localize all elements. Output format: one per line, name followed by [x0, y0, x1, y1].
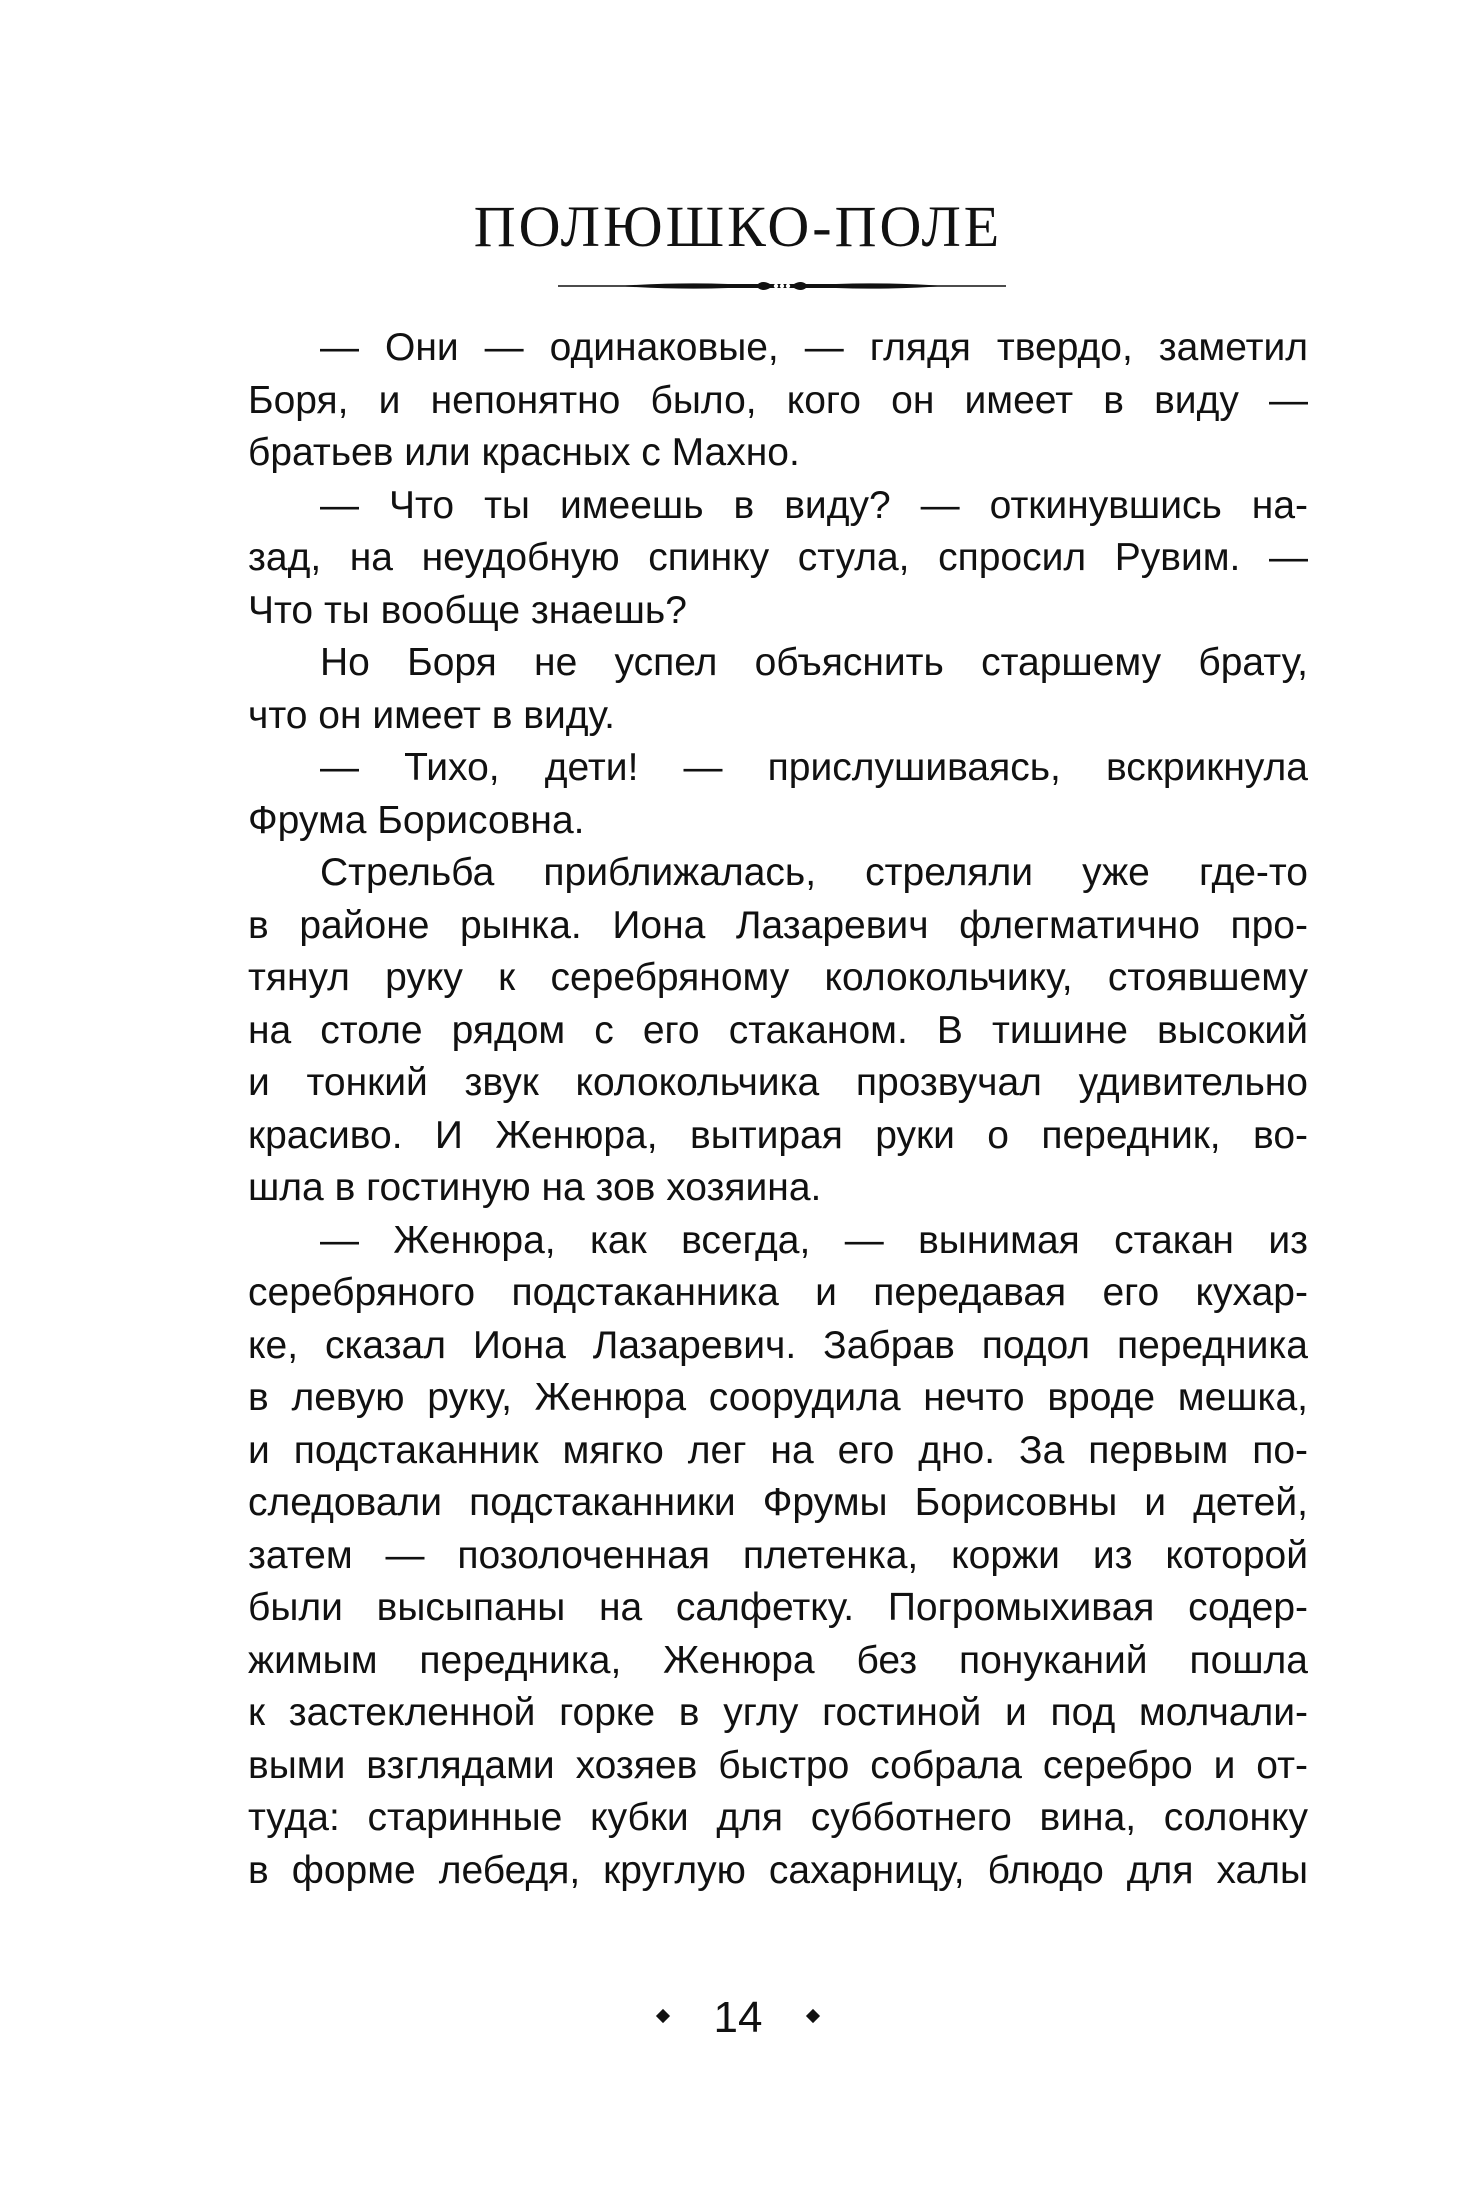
- diamond-bullet-right: [806, 2009, 820, 2023]
- paragraph: [248, 847, 1308, 1215]
- text-line: шла в гостиную на зов хозяина.: [248, 1166, 822, 1209]
- text-line: жимым передника, Женюра без понуканий пошла: [248, 1638, 1308, 1682]
- text-line: и тонкий звук колокольчика прозвучал удивительно: [248, 1061, 1308, 1104]
- paragraph: [248, 1215, 1308, 1898]
- text-line: Фрума Борисовна.: [248, 798, 585, 842]
- body-text: [248, 322, 1308, 1897]
- text-line: что он имеет в виду.: [248, 693, 615, 737]
- text-line: тянул руку к серебряному колокольчику, стоявшему: [248, 956, 1308, 999]
- text-line: были высыпаны на салфетку. Погромыхивая содер-: [248, 1586, 1308, 1629]
- text-line: в форме лебедя, круглую сахарницу, блюдо для халы: [248, 1848, 1308, 1892]
- text-line: и подстаканник мягко лег на его дно. За первым по-: [248, 1428, 1308, 1472]
- text-line: Боря, и непонятно было, кого он имеет в виду —: [248, 378, 1308, 422]
- text-line: братьев или красных с Махно.: [248, 431, 800, 474]
- text-line: — Они — одинаковые, — глядя твердо, заметил: [320, 326, 1308, 369]
- text-line: красиво. И Женюра, вытирая руки о передник, во-: [248, 1113, 1308, 1157]
- paragraph: [248, 322, 1308, 480]
- text-line: Что ты вообще знаешь?: [248, 588, 687, 632]
- text-line: в районе рынка. Иона Лазаревич флегматично про-: [248, 903, 1308, 947]
- text-line: Но Боря не успел объяснить старшему брату,: [320, 641, 1308, 684]
- page-number-footer: [0, 1990, 1476, 2046]
- paragraph: [248, 480, 1308, 638]
- text-line: Стрельба приближалась, стреляли уже где-то: [320, 851, 1308, 894]
- text-line: ке, сказал Иона Лазаревич. Забрав подол передника: [248, 1323, 1308, 1367]
- diamond-bullet-left: [655, 2009, 669, 2023]
- paragraph: [248, 742, 1308, 847]
- text-line: выми взглядами хозяев быстро собрала серебро и от-: [248, 1743, 1308, 1787]
- running-head: ПОЛЮШКО-ПОЛЕ: [473, 194, 1003, 259]
- text-line: — Что ты имеешь в виду? — откинувшись на-: [320, 483, 1308, 527]
- text-line: зад, на неудобную спинку стула, спросил Рувим. —: [248, 536, 1308, 579]
- text-line: затем — позолоченная плетенка, коржи из которой: [248, 1533, 1308, 1577]
- text-line: — Женюра, как всегда, — вынимая стакан из: [320, 1218, 1308, 1262]
- text-line: туда: старинные кубки для субботнего вина, солонку: [248, 1796, 1308, 1839]
- text-line: — Тихо, дети! — прислушиваясь, вскрикнула: [320, 746, 1308, 789]
- text-line: в левую руку, Женюра соорудила нечто вроде мешка,: [248, 1376, 1308, 1419]
- text-line: серебряного подстаканника и передавая его кухар-: [248, 1271, 1308, 1314]
- ornament-divider: [558, 276, 1006, 296]
- text-line: к застекленной горке в углу гостиной и под молчали-: [248, 1691, 1308, 1734]
- page-number: 14: [713, 1993, 763, 2042]
- text-line: следовали подстаканники Фрумы Борисовны и детей,: [248, 1481, 1308, 1524]
- text-line: на столе рядом с его стаканом. В тишине высокий: [248, 1008, 1308, 1052]
- paragraph: [248, 637, 1308, 742]
